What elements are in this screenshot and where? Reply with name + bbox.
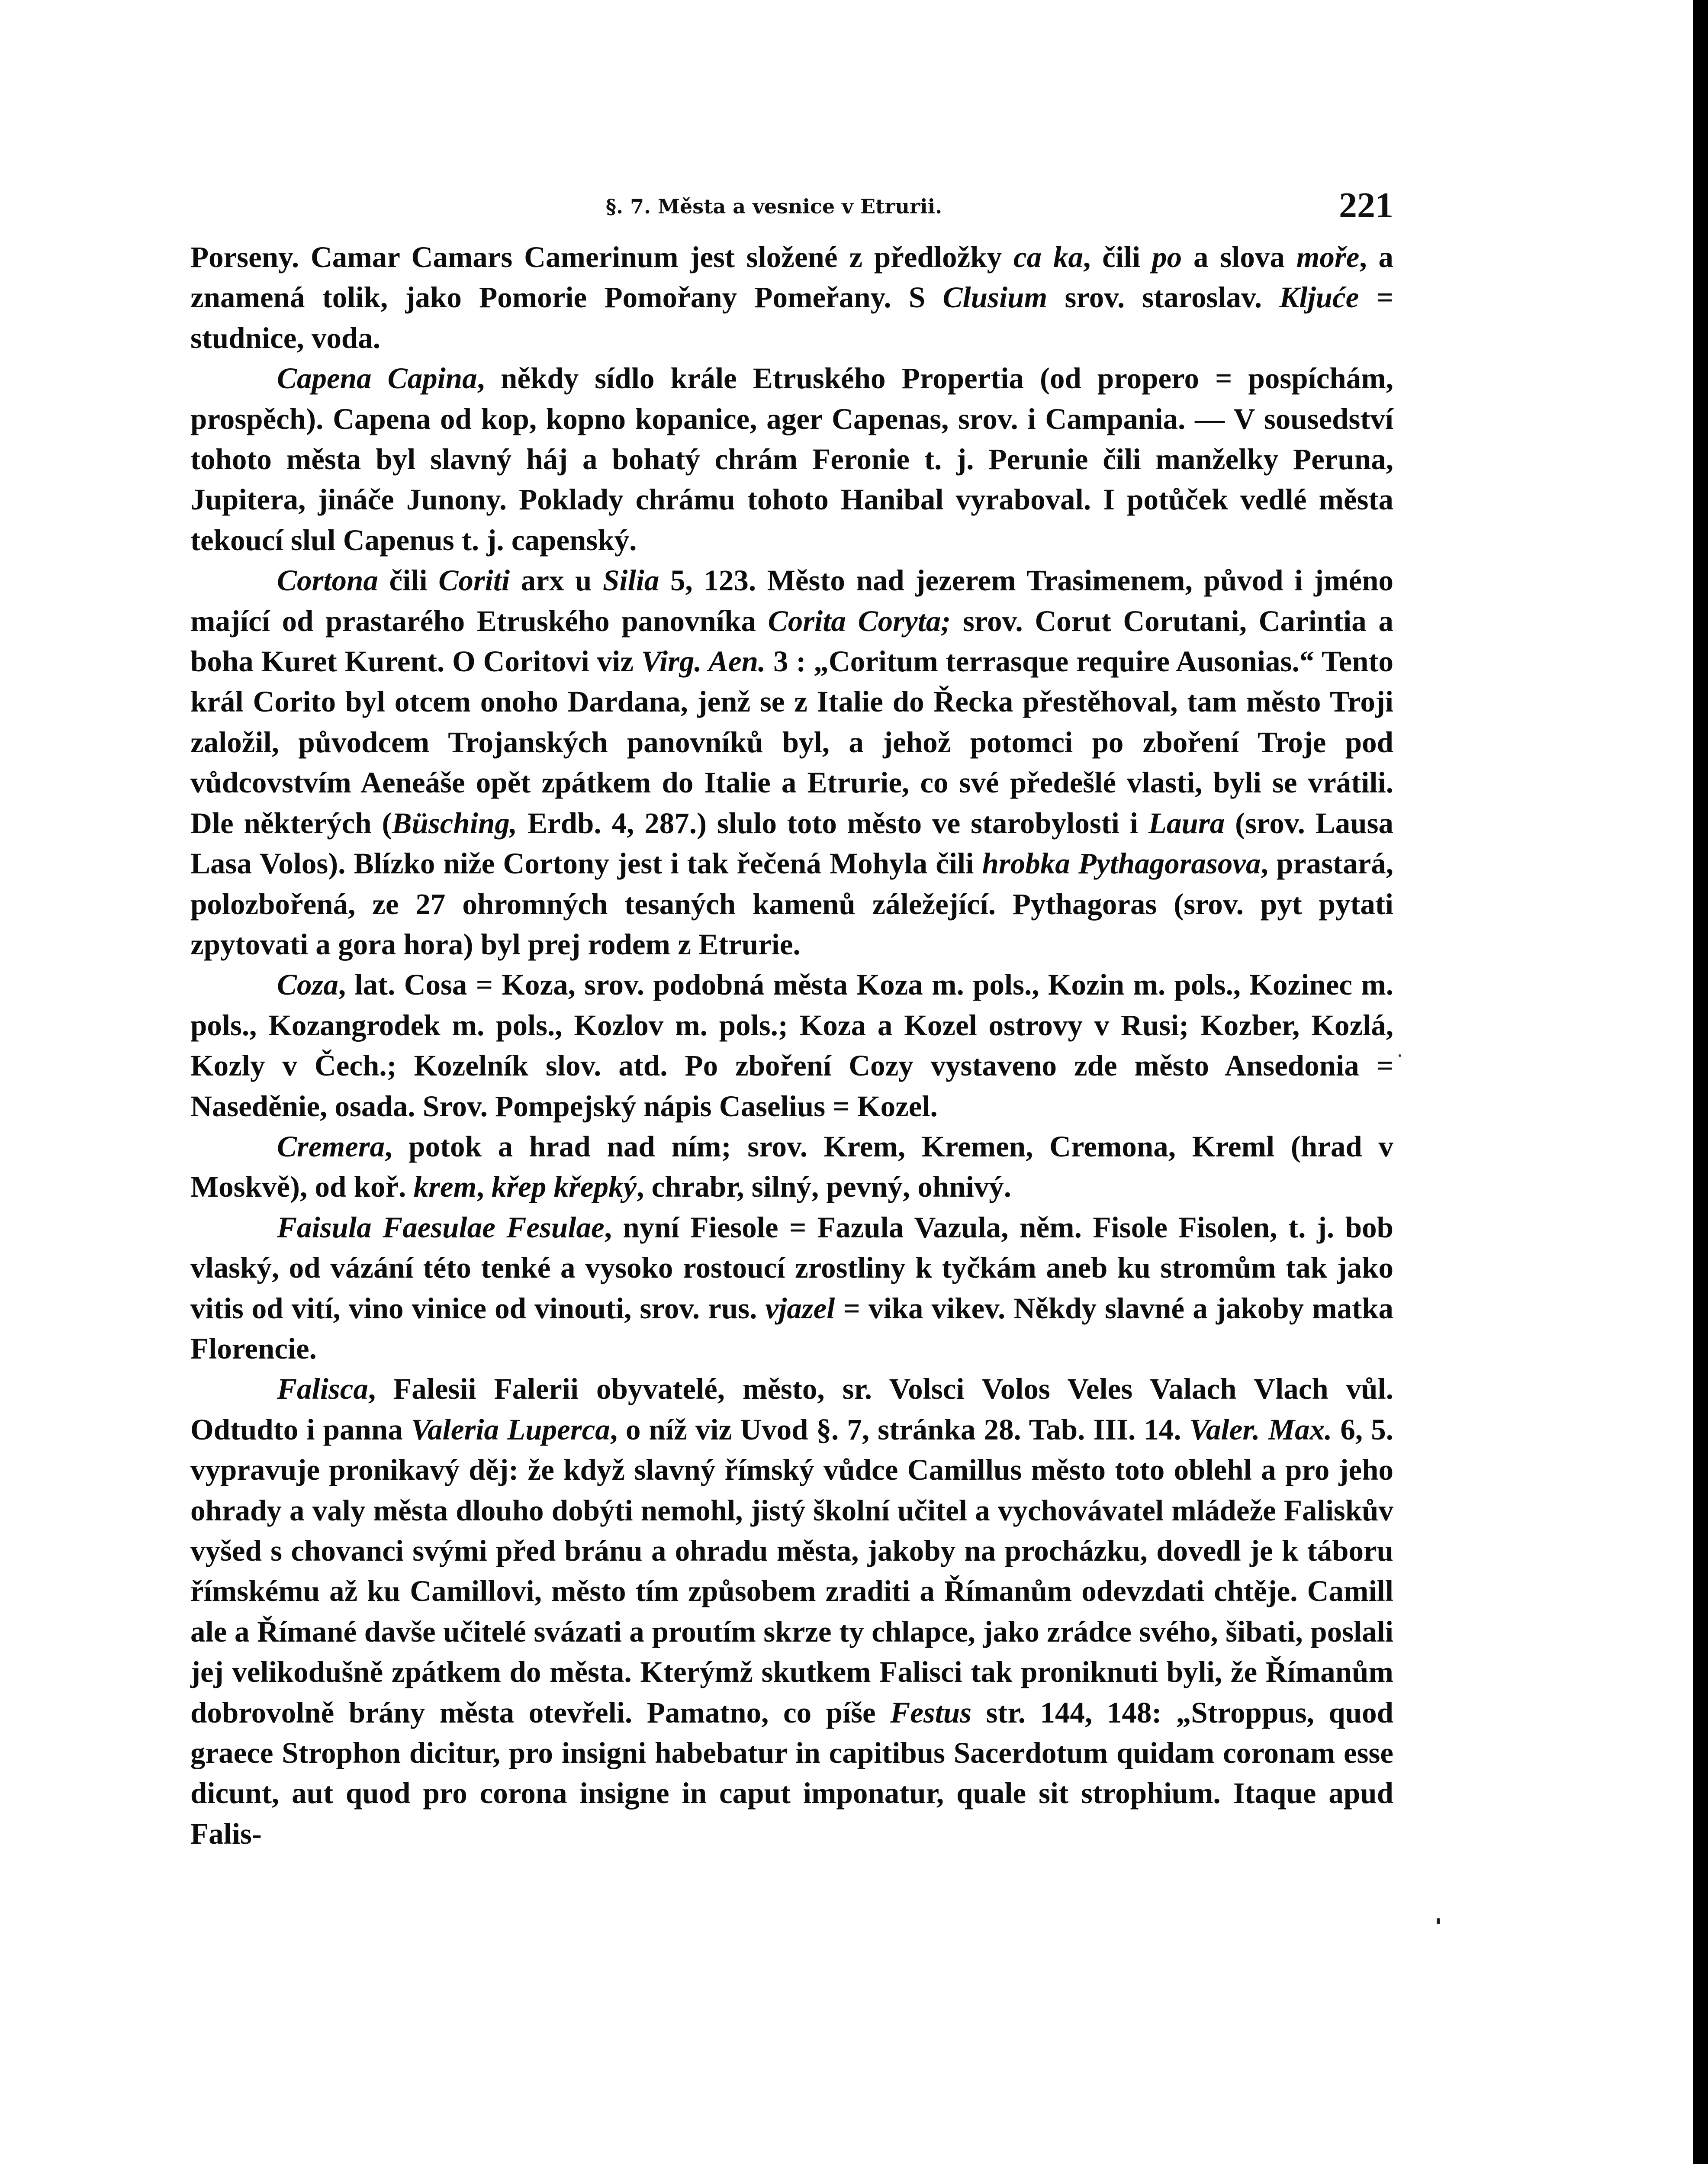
text-run: srov. Corut Corutani, Carintia a boha Kuret Kurent. O Coritovi viz [190,604,1393,678]
italic-term: Silia [603,564,659,597]
paragraph [190,1127,1393,1208]
italic-term: Falisca [277,1372,368,1406]
text-run: , chrabr, silný, pevný, ohnivý. [637,1170,1011,1204]
italic-term: Laura [1148,806,1225,840]
text-run: , a znamená tolik, jako Pomorie Pomořany Pomeřany. S [190,241,1393,314]
running-title: §. 7. Města a vesnice v Etrurii. [606,195,942,218]
italic-term: Valeria Luperca [411,1413,610,1446]
ink-speck [1399,1054,1401,1057]
italic-term: moře [1296,241,1360,274]
italic-term: křep křepký [491,1170,637,1204]
text-run: , někdy sídlo krále Etruského Propertia (od propero = pospíchám, prospěch). Capena od kop, kopno kopanice, ager Capenas, srov. i Campania. — V sousedství tohoto města byl slavný háj a bohatý chrám Feronie t. j. Perunie čili manželky Peruna, Jupitera, jináče Junony. Poklady chrámu tohoto Hanibal vyraboval. I potůček vedlé města tekoucí slul Capenus t. j. capenský. [190,362,1393,557]
paragraph [190,560,1393,965]
italic-term: Coriti [438,564,510,597]
text-run: čili [378,564,439,597]
italic-term: Valer. Max. [1189,1413,1332,1446]
text-run: , lat. Cosa = Koza, srov. podobná města Koza m. pols., Kozin m. pols., Kozinec m. pols., Kozangrodek m. pols., Kozlov m. pols.; Koza a Kozel ostrovy v Rusi; Kozber, Kozlá, Kozly v Čech.; Kozelník slov. atd. Po zboření Cozy vystaveno zde město Ansedonia = Naseděnie, osada. Srov. Pompejský nápis Caselius = Kozel. [190,968,1393,1123]
paragraph [190,965,1393,1127]
italic-term: ca ka [1013,241,1083,274]
paragraph [190,237,1393,358]
page-number: 221 [1339,185,1393,225]
paragraph [190,358,1393,560]
text-run: 6, 5. vypravuje pronikavý děj: že když slavný římský vůdce Camillus město toto oblehl a pro jeho ohrady a valy města dlouho dobýti nemohl, jistý školní učitel a vychovávatel mládeže Faliskův vyšed s chovanci svými před bránu a ohradu města, jakoby na procházku, dovedl je k táboru římskému až ku Camillovi, město tím způsobem zraditi a Římanům odevzdati chtěje. Camill ale a Římané davše učitelé svázati a proutím skrze ty chlapce, jako zrádce svého, šibati, poslali jej velikodušně zpátkem do města. Kterýmž skutkem Falisci tak proniknuti byli, že Římanům dobrovolně brány města otevřeli. Pamatno, co píše [190,1413,1394,1729]
italic-term: Coza [277,968,338,1001]
text-run: str. 144, 148: „Stroppus, quod graece Strophon dicitur, pro insigni habebatur in capitibus Sacerdotum quidam coronam esse dicunt, aut quod pro corona insigne in caput imponatur, quale sit strophium. Itaque apud Falis- [190,1696,1393,1850]
italic-term: Festus [890,1696,972,1729]
italic-term: Cortona [277,564,378,597]
italic-term: Corita Coryta; [768,604,951,638]
text-run: , potok a hrad nad ním; srov. Krem, Kremen, Cremona, Kreml (hrad v Moskvě), od koř. [190,1130,1393,1204]
text-run: (srov. Lausa Lasa Volos). Blízko niže Cortony jest i tak řečená Mohyla čili [190,806,1393,880]
italic-term: po [1152,241,1182,274]
italic-term: Capena Capina [277,362,477,395]
italic-term: Büsching, [392,806,518,840]
text-run: Erdb. 4, 287.) slulo toto město ve starobylosti i [517,806,1148,840]
italic-term: vjazel [765,1291,835,1325]
text-run: 5, 123. Město nad jezerem Trasimenem, původ i jméno mající od prastarého Etruského panovníka [190,564,1393,638]
text-run: 3 : „Coritum terrasque require Ausonias.“ Tento král Corito byl otcem onoho Dardana, jenž se z Italie do Řecka přestěhoval, tam město Troji založil, původcem Trojanských panovníků byl, a jehož potomci po zboření Troje pod vůdcovstvím Aeneáše opět zpátkem do Italie a Etrurie, co své předešlé vlasti, byli se vrátili. Dle některých ( [190,645,1393,840]
italic-term: Faisula Faesulae Fesulae [277,1211,605,1244]
italic-term: krem [413,1170,477,1204]
paragraph [190,1208,1393,1369]
text-run: , nyní Fiesole = Fazula Vazula, něm. Fisole Fisolen, t. j. bob vlaský, od vázání této tenké a vysoko rostoucí zrostliny k tyčkám aneb ku stromům tak jako vitis od vití, vino vinice od vinouti, srov. rus. [190,1211,1393,1325]
text-run: Porseny. Camar Camars Camerinum jest složené z předložky [190,241,1013,274]
italic-term: Virg. Aen. [641,645,766,678]
text-run: , o níž viz Uvod §. 7, stránka 28. Tab. III. 14. [610,1413,1190,1446]
paragraph [190,1369,1393,1854]
text-run: arx u [510,564,603,597]
text-run: = studnice, voda. [190,281,1393,354]
text-run: , Falesii Falerii obyvatelé, město, sr. Volsci Volos Veles Valach Vlach vůl. Odtudto i panna [190,1372,1393,1446]
text-run: = vika vikev. Někdy slavné a jakoby matka Florencie. [190,1291,1394,1365]
italic-term: hrobka Pythagorasova [982,847,1261,880]
text-run: srov. staroslav. [1047,281,1280,314]
text-run: , [476,1170,492,1204]
italic-term: Clusium [942,281,1048,314]
text-run: , čili [1083,241,1152,274]
main-text-block [190,237,1393,1854]
text-run: a slova [1182,241,1296,274]
italic-term: Cremera [277,1130,385,1163]
page-header [190,182,1393,242]
margin-mark [1437,1918,1440,1924]
italic-term: Kljuće [1279,281,1359,314]
text-run: , prastará, polozbořená, ze 27 ohromných tesaných kamenů záležející. Pythagoras (srov. pyt pytati zpytovati a gora hora) byl prej rodem z Etrurie. [190,847,1393,961]
